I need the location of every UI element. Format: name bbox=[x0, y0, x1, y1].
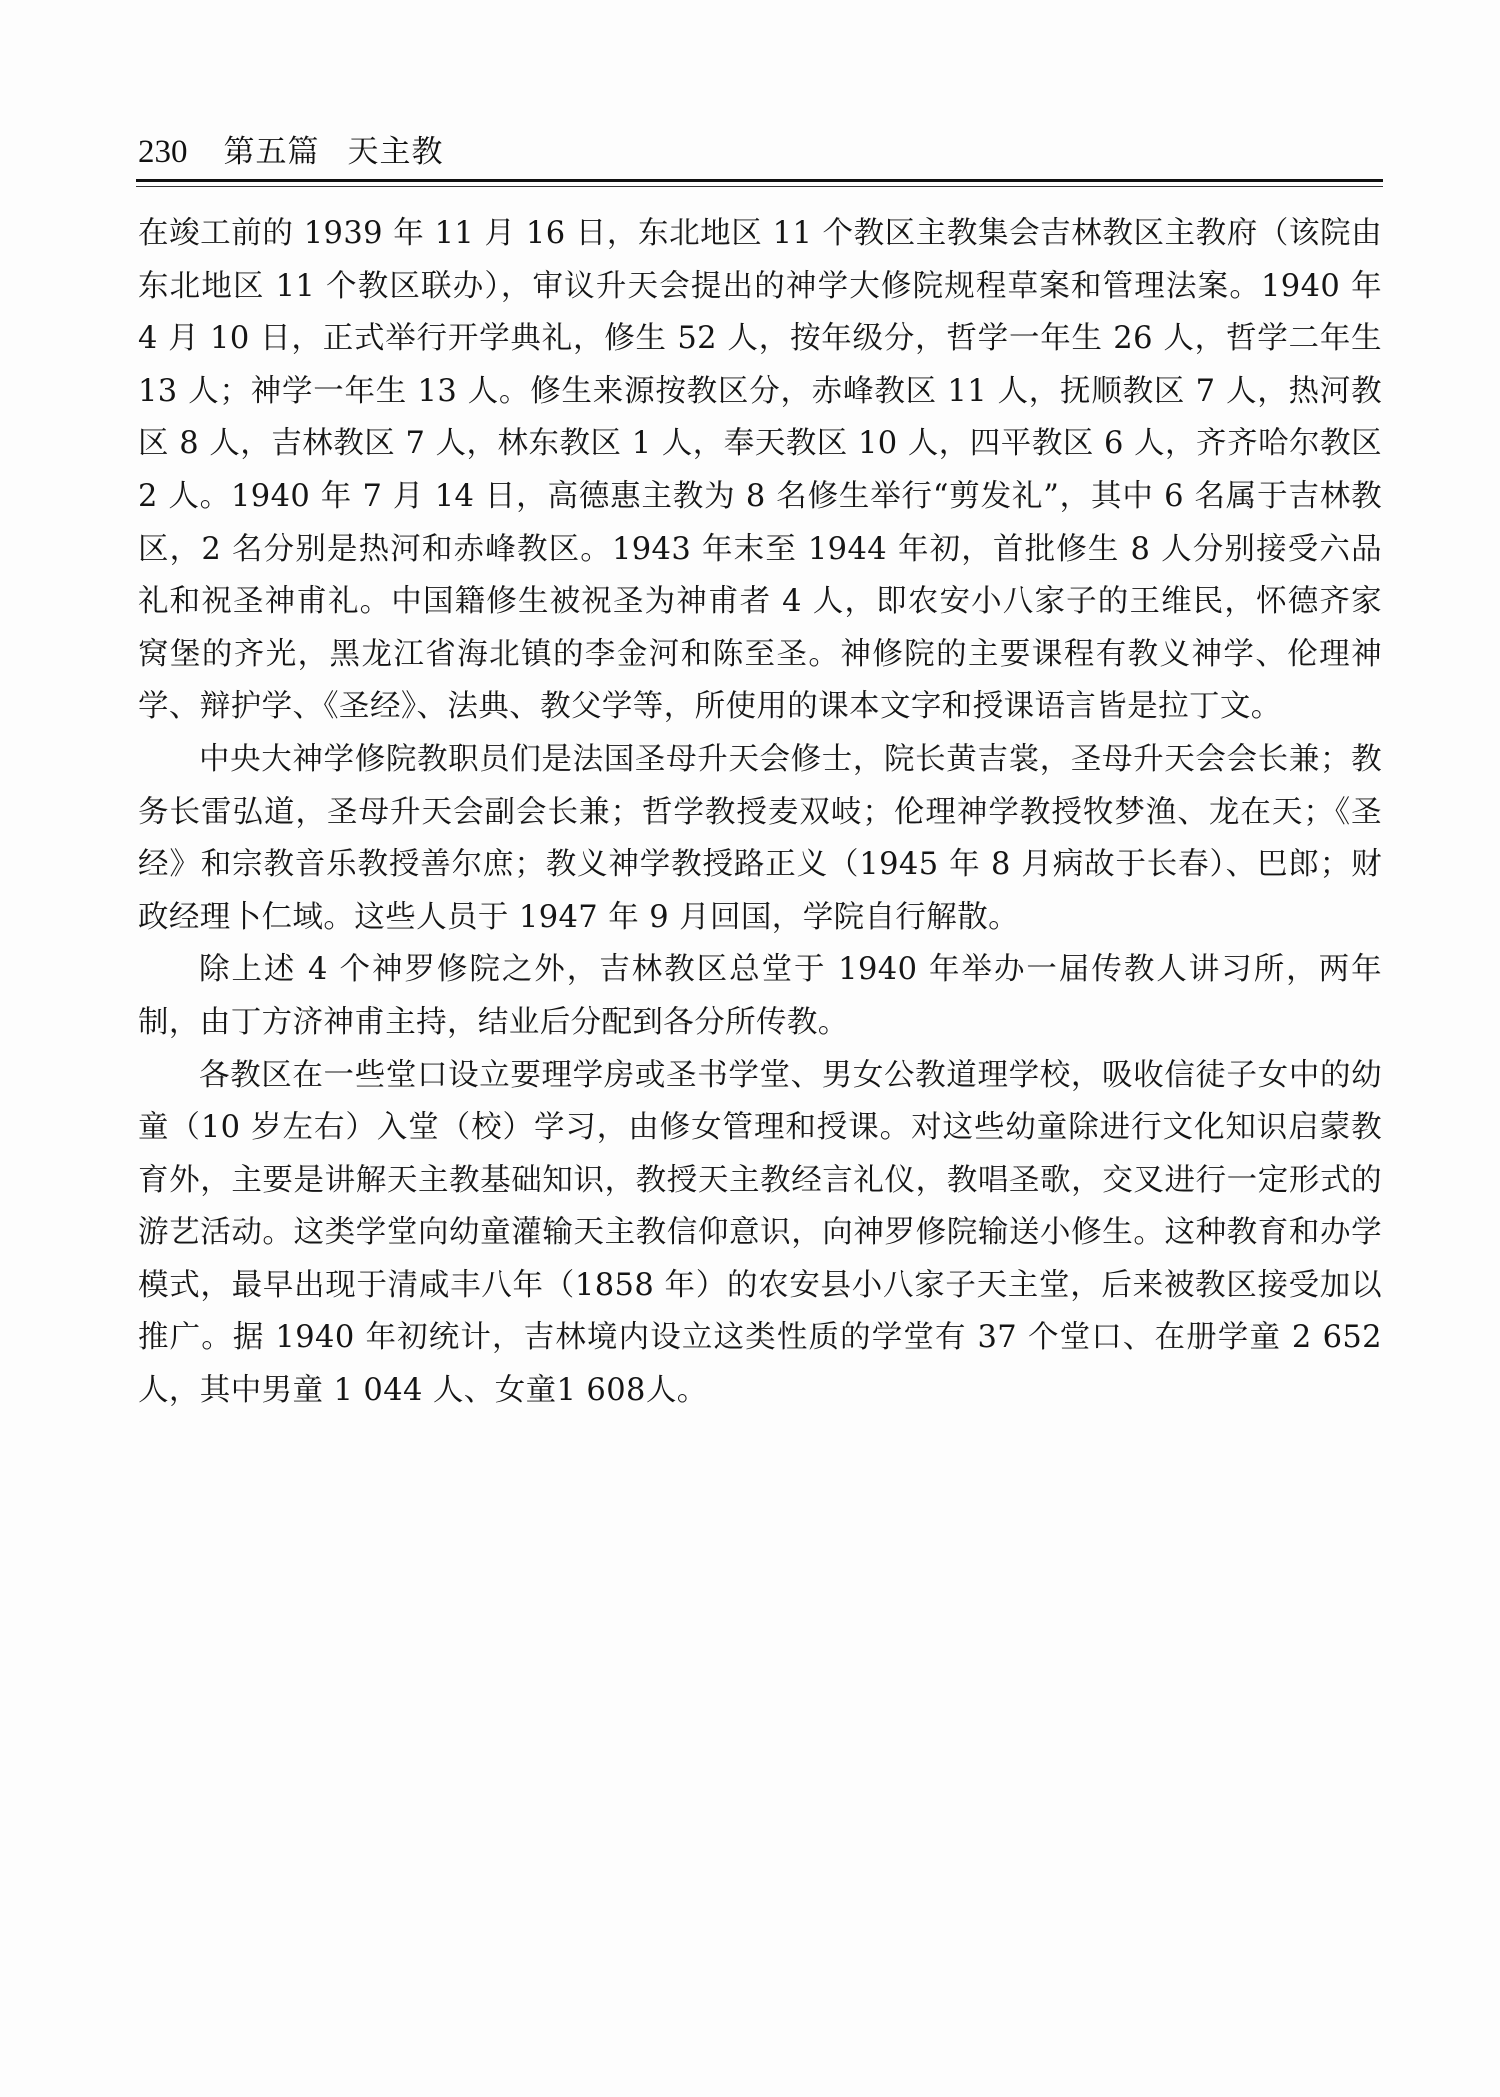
header-rule-thick bbox=[136, 179, 1383, 182]
running-head bbox=[138, 126, 444, 174]
paragraph-catechist-school: 除上述 4 个神罗修院之外，吉林教区总堂于 1940 年举办一届传教人讲习所，两年制，由丁方济神甫主持，结业后分配到各分所传教。 bbox=[138, 952, 1382, 1040]
body-text bbox=[138, 208, 1382, 1418]
part-label: 第五篇 bbox=[223, 134, 320, 170]
page-number: 230 bbox=[138, 134, 188, 170]
paragraph-faculty: 中央大神学修院教职员们是法国圣母升天会修士，院长黄吉裳，圣母升天会会长兼；教务长雷弘道，圣母升天会副会长兼；哲学教授麦双岐；伦理神学教授牧梦渔、龙在天；《圣经》和宗教音乐教授善尔庶；教义神学教授路正义（1945 年 8 月病故于长春）、巴郎；财政经理卜仁域。这些人员于 1947 年 9 月回国，学院自行解散。 bbox=[138, 741, 1382, 935]
paragraph-seminary-opening: 在竣工前的 1939 年 11 月 16 日，东北地区 11 个教区主教集会吉林教区主教府（该院由东北地区 11 个教区联办），审议升天会提出的神学大修院规程草案和管理法案。1940 年 4 月 10 日，正式举行开学典礼，修生 52 人，按年级分，哲学一年生 26 人，哲学二年生 13 人；神学一年生 13 人。修生来源按教区分，赤峰教区 11 人，抚顺教区 7 人，热河教区 8 人，吉林教区 7 人，林东教区 1 人，奉天教区 10 人，四平教区 6 人，齐齐哈尔教区 2 人。1940 年 7 月 14 日，高德惠主教为 8 名修生举行“剪发礼”，其中 6 名属于吉林教区，2 名分别是热河和赤峰教区。1943 年末至 1944 年初，首批修生 8 人分别接受六品礼和祝圣神甫礼。中国籍修生被祝圣为神甫者 4 人，即农安小八家子的王维民，怀德齐家窝堡的齐光，黑龙江省海北镇的李金河和陈至圣。神修院的主要课程有教义神学、伦理神学、辩护学、《圣经》、法典、教父学等，所使用的课本文字和授课语言皆是拉丁文。 bbox=[138, 216, 1382, 725]
paragraph-parish-schools: 各教区在一些堂口设立要理学房或圣书学堂、男女公教道理学校，吸收信徒子女中的幼童（10 岁左右）入堂（校）学习，由修女管理和授课。对这些幼童除进行文化知识启蒙教育外，主要是讲解天主教基础知识，教授天主教经言礼仪，教唱圣歌，交叉进行一定形式的游艺活动。这类学堂向幼童灌输天主教信仰意识，向神罗修院输送小修生。这种教育和办学模式，最早出现于清咸丰八年（1858 年）的农安县小八家子天主堂，后来被教区接受加以推广。据 1940 年初统计，吉林境内设立这类性质的学堂有 37 个堂口、在册学童 2 652 人，其中男童 1 044 人、女童1 608人。 bbox=[138, 1057, 1382, 1409]
header-rule-thin bbox=[136, 186, 1383, 187]
part-title: 天主教 bbox=[347, 134, 444, 170]
